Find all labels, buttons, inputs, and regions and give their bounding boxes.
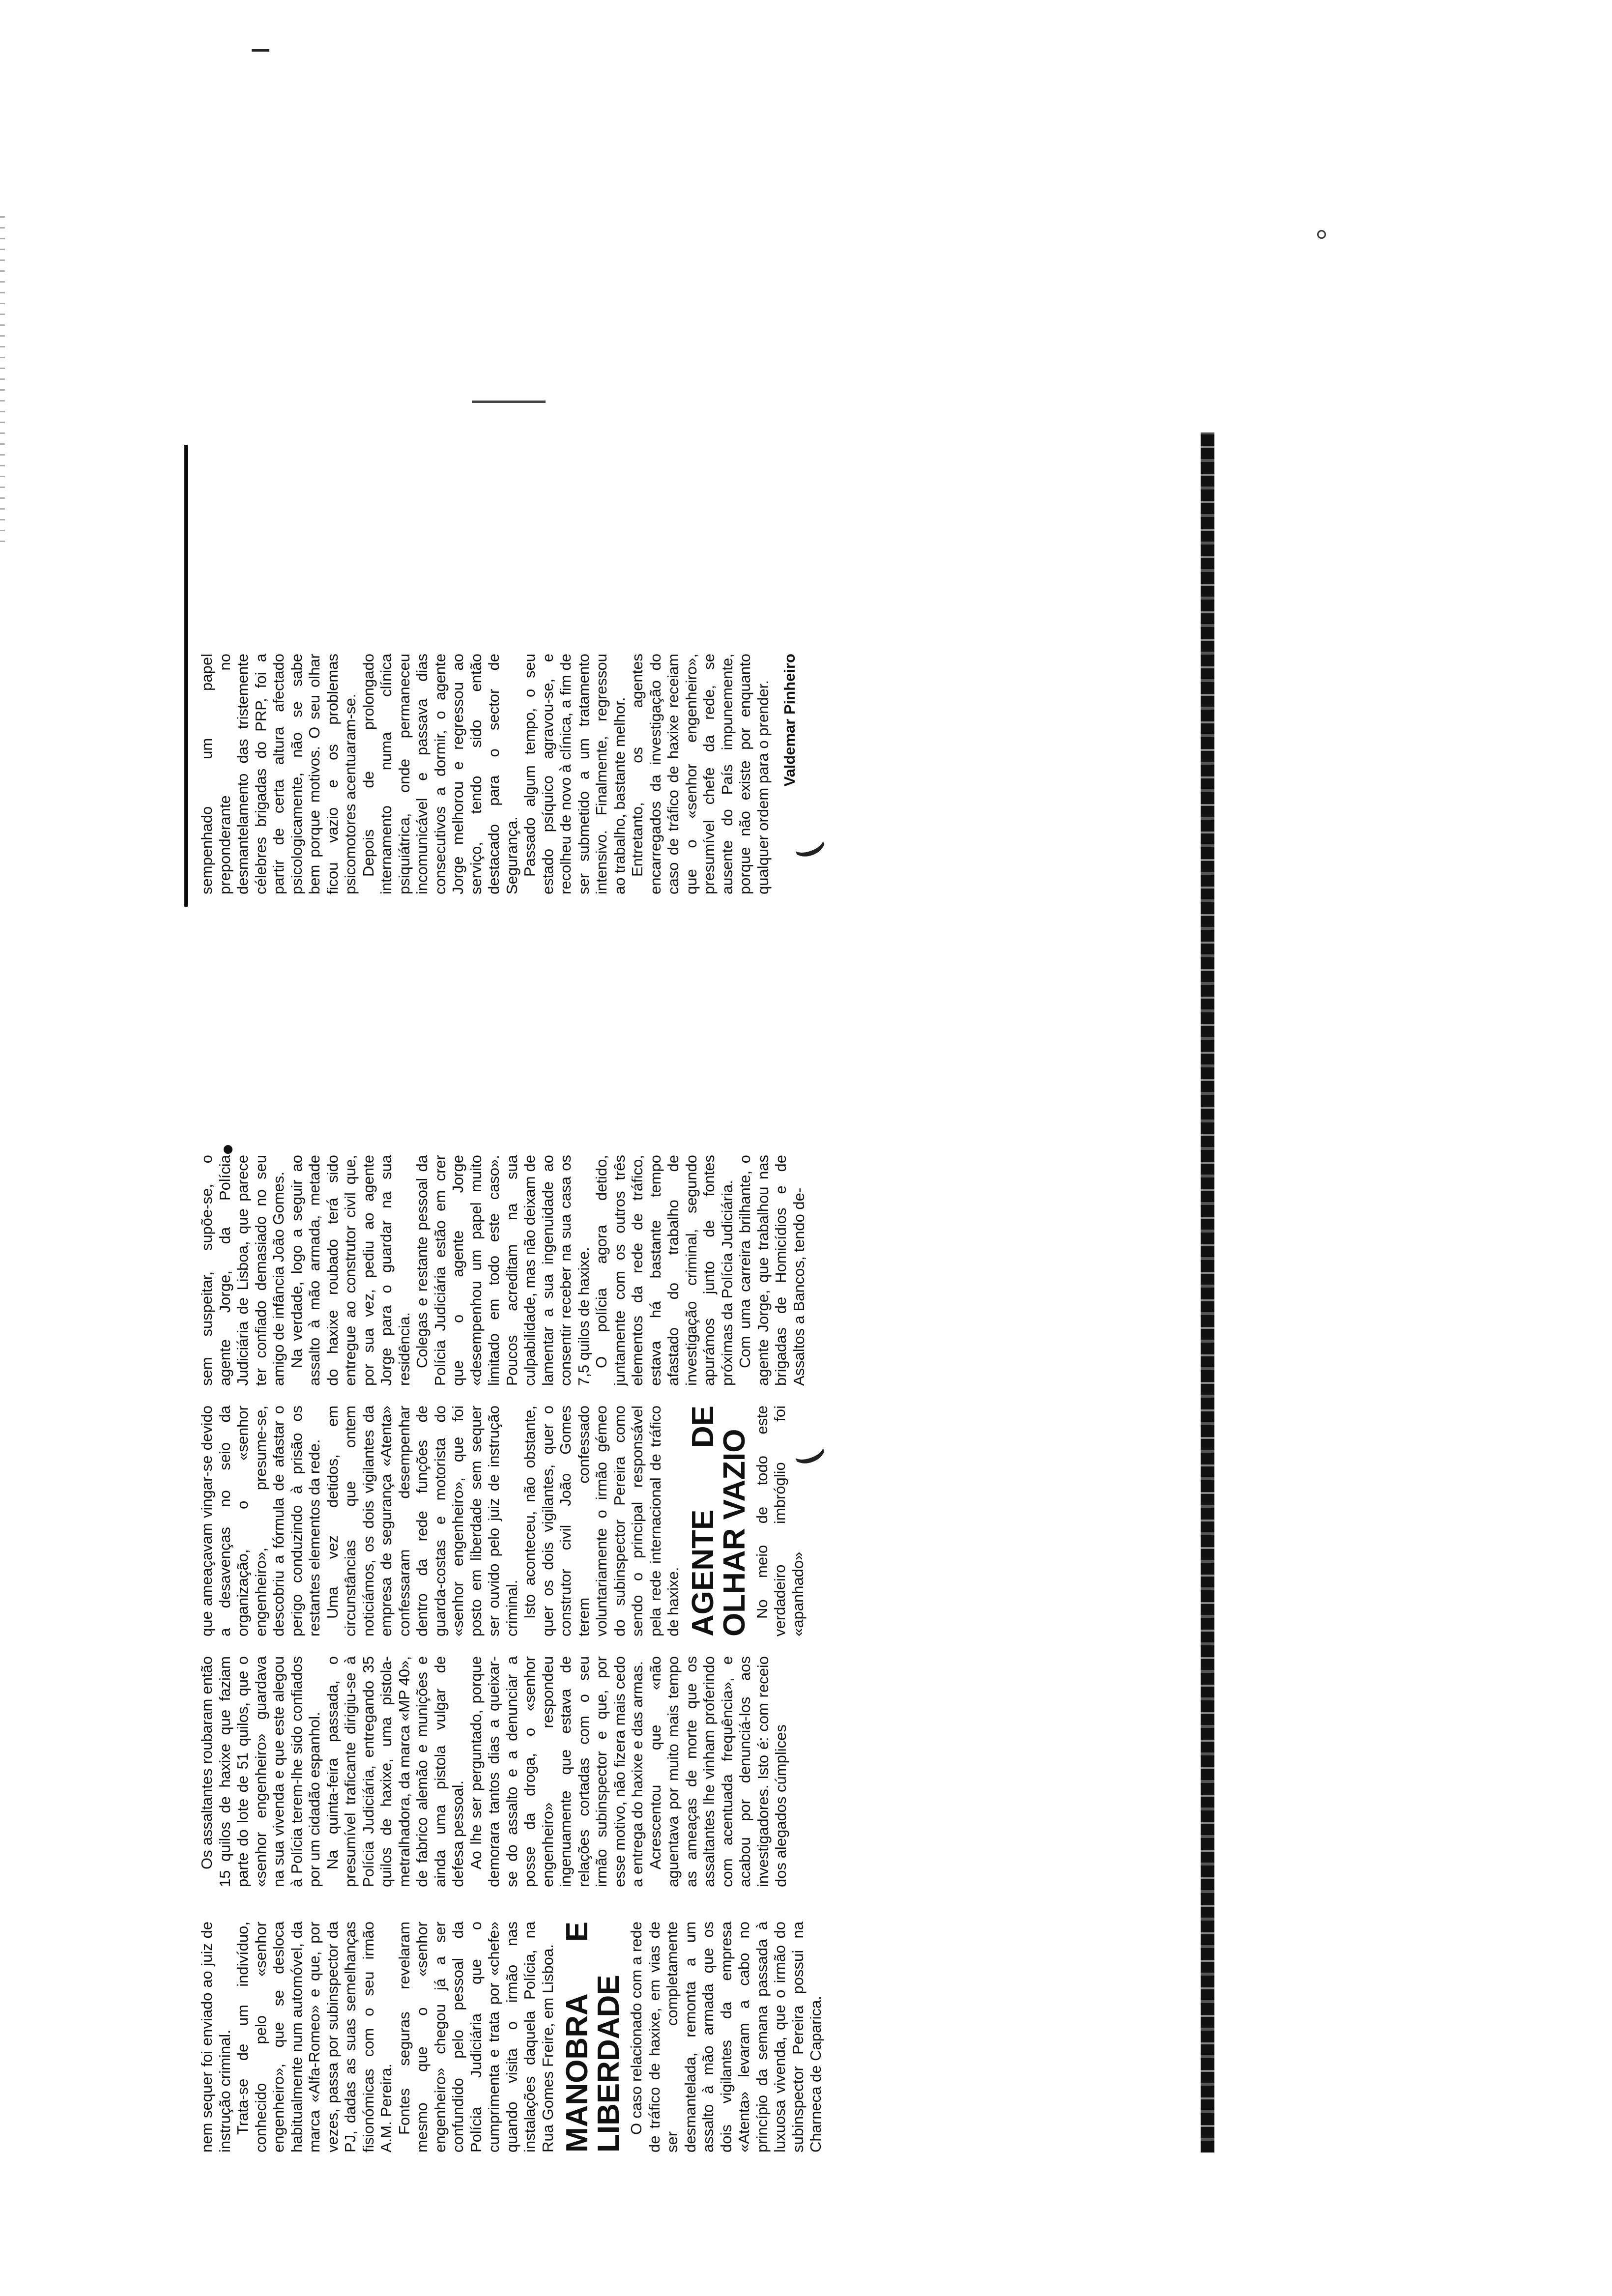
paragraph: Acrescentou que «não aguentava por muito mais tempo as ameaças de morte que os assaltantes lhe vinham proferindo com acentuada frequência», e acabou por denunciá-los aos investigadores. Isto é: com receio dos alegados cúmplices [646, 1656, 789, 1887]
article-column-5 [198, 654, 1196, 894]
ink-speck [1317, 230, 1326, 239]
paragraph: No meio de todo este verdadeiro imbróglio foi «apanhado» [753, 1406, 806, 1636]
newspaper-article [184, 432, 1241, 2152]
paragraph: Os assaltantes roubaram então 15 quilos de haxixe que faziam parte do lote de 51 quilos, que o «senhor engenheiro» guardava na sua vivenda e que este alegou à Polícia terem-lhe sido confiados por um cidadão espanhol. [198, 1656, 323, 1887]
scan-mark [472, 401, 546, 403]
paragraph: Trata-se de um indivíduo, conhecido pelo «senhor engenheiro», que se desloca habitualmente num automóvel, da marca «Alfa-Romeo» e que, por vezes, passa por subinspector da PJ, dadas as suas semelhanças fisionómicas com o seu irmão A.M. Pereira. [234, 1922, 395, 2152]
paragraph: sem suspeitar, supõe-se, o agente Jorge, da Polícia Judiciária de Lisboa, que parece ter confiado demasiado no seu amigo de infância João Gomes. [198, 1155, 287, 1386]
paragraph: Fontes seguras revelaram mesmo que o «senhor engenheiro» chegou já a ser confundido pelo pessoal da Polícia Judiciária que o cumprimenta e trata por «chefe» quando visita o irmão nas instalações daquela Polícia, na Rua Gomes Freire, em Lisboa. [395, 1922, 556, 2152]
paragraph: Passado algum tempo, o seu estado psíquico agravou-se, e recolheu de novo à clínica, a fim de ser submetido a um tratamento intensivo. Finalmente, regressou ao trabalho, bastante melhor. [521, 654, 628, 894]
paragraph: nem sequer foi enviado ao juiz de instrução criminal. [198, 1922, 233, 2152]
paragraph: Com uma carreira brilhante, o agente Jorge, que trabalhou nas brigadas de Homicídios e de Assaltos a Bancos, tendo de- [736, 1155, 807, 1386]
paragraph: que ameaçavam vingar-se devido a desavenças no seio da organização, o «senhor engenheiro», presume-se, descobriu a fórmula de afastar o perigo conduzindo à prisão os restantes elementos da rede. [198, 1406, 323, 1636]
article-column-4 [198, 1155, 1196, 1386]
scan-mark [252, 49, 269, 52]
article-column-2 [198, 1656, 1196, 1887]
column-rule [184, 445, 188, 907]
punch-hole-mark: ⌣ [781, 1416, 837, 1488]
paragraph: Uma vez detidos, em circunstâncias que ontem noticiámos, os dois vigilantes da empresa de segurança «Atenta» confessaram desempenhar dentro da rede funções de guarda-costas e motorista do «senhor engenheiro», que foi posto em liberdade sem sequer ser ouvido pelo juiz de instrução criminal. [323, 1406, 520, 1636]
section-heading: AGENTE DE OLHAR VAZIO [686, 1406, 751, 1636]
paragraph: Ao lhe ser perguntado, porque demorara tantos dias a queixar-se do assalto e a denunciar a posse da droga, o «senhor engenheiro» respondeu ingenuamente que estava de relações cortadas com o seu irmão subinspector e que, por esse motivo, não fizera mais cedo a entrega do haxixe e das armas. [467, 1656, 646, 1887]
author-signature: Valdemar Pinheiro [781, 654, 798, 787]
paragraph: Entretanto, os agentes encarregados da investigação do caso de tráfico de haxixe receiam que o «senhor engenheiro», presumível chefe da rede, se ausente do País impunemente, porque não existe por enquanto qualquer ordem para o prender. [629, 654, 772, 894]
scan-edge-noise [0, 216, 5, 550]
paragraph: Na verdade, logo a seguir ao assalto à mão armada, metade do haxixe roubado terá sido entregue ao construtor civil que, por sua vez, pediu ao agente Jorge para o guardar na sua residência. [288, 1155, 413, 1386]
paragraph: O polícia agora detido, juntamente com os outros três elementos da rede de tráfico, estava há bastante tempo afastado do trabalho de investigação criminal, segundo apurámos junto de fontes próximas da Polícia Judiciária. [593, 1155, 736, 1386]
punch-hole-mark: ⌣ [781, 809, 837, 881]
paragraph: sempenhado um papel preponderante no desmantelamento das tristemente célebres brigadas do PRP, foi a partir de certa altura afectado psicologicamente, não se sabe bem porque motivos. O seu olhar ficou vazio e os problemas psicomotores acentuaram-se. [198, 654, 359, 894]
article-column-1 [198, 1922, 1196, 2152]
article-column-3 [198, 1406, 1196, 1636]
paragraph: Colegas e restante pessoal da Polícia Judiciária estão em crer que o agente Jorge «desempenhou um papel muito limitado em todo este caso». Poucos acreditam na sua culpabilidade, mas não deixam de lamentar a sua ingenuidade ao consentir receber na sua casa os 7,5 quilos de haxixe. [413, 1155, 592, 1386]
bottom-border-rule [1201, 432, 1214, 2152]
paragraph: Na quinta-feira passada, o presumível traficante dirigiu-se à Polícia Judiciária, entregando 35 quilos de haxixe, uma pistola-metralhadora, da marca «MP 40», de fabrico alemão e munições e ainda uma pistola vulgar de defesa pessoal. [323, 1656, 466, 1887]
paragraph: Depois de prolongado internamento numa clínica psiquiátrica, onde permaneceu incomunicável e passava dias consecutivos a dormir, o agente Jorge melhorou e regressou ao serviço, tendo sido então destacado para o sector de Segurança. [359, 654, 520, 894]
section-heading: MANOBRA E LIBERDADE [560, 1922, 626, 2152]
paragraph: Isto aconteceu, não obstante, quer os dois vigilantes, quer o construtor civil João Gomes terem confessado voluntariamente o irmão gémeo do subinspector Pereira como sendo o principal responsável pela rede internacional de tráfico de haxixe. [521, 1406, 682, 1636]
paragraph: O caso relacionado com a rede de tráfico de haxixe, em vias de ser completamente desmantelada, remonta a um assalto à mão armada que os dois vigilantes da empresa «Atenta» levaram a cabo no princípio da semana passada à luxuosa vivenda, que o irmão do subinspector Pereira possui na Charneca de Caparica. [628, 1922, 824, 2152]
